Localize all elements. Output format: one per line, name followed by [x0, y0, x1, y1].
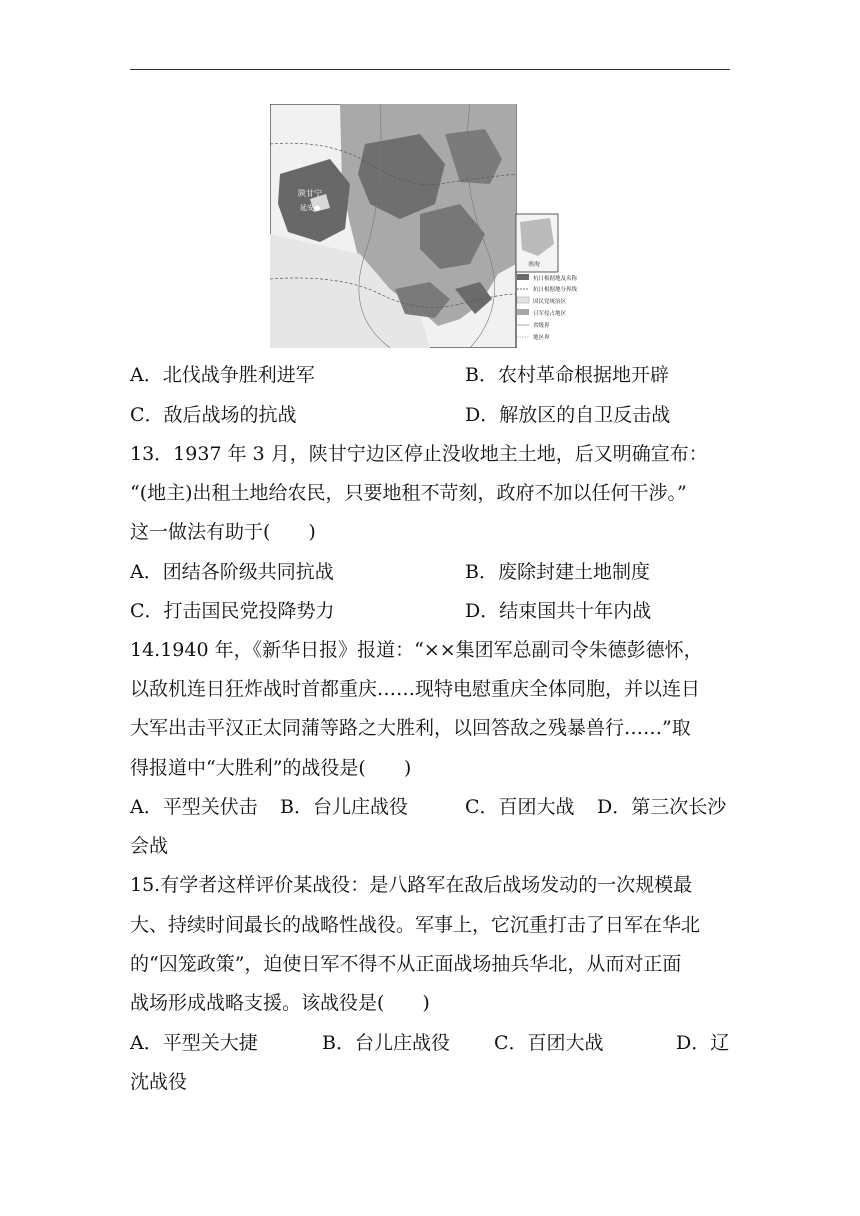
q14-option-c: C．百团大战 [465, 796, 575, 818]
q15-stem-line-3: 的“囚笼政策”，迫使日军不得不从正面战场抽兵华北，从而对正面 [130, 953, 682, 975]
q15-option-a: A．平型关大捷 [130, 1032, 258, 1054]
q13-stem-line-3: 这一做法有助于( ) [130, 521, 316, 543]
q13-option-b: B．废除封建土地制度 [465, 561, 650, 583]
q15-stem-line-2: 大、持续时间最长的战略性战役。军事上，它沉重打击了日军在华北 [130, 914, 701, 936]
q14-stem-line-3: 大军出击平汉正太同蒲等路之大胜利，以回答敌之残暴兽行……”取 [130, 717, 691, 739]
anti-japanese-base-map [270, 104, 590, 348]
q13-stem-line-2: “(地主)出租土地给农民，只要地租不苛刻，政府不加以任何干涉。” [130, 482, 687, 504]
legend-item: 地区界 [533, 335, 550, 341]
q14-option-b: B．台儿庄战役 [280, 796, 408, 818]
q15-option-d: D．辽 [676, 1032, 730, 1054]
q14-stem-line-1: 14.1940 年，《新华日报》报道：“××集团军总副司令朱德彭德怀， [130, 639, 703, 661]
q15-option-d-continued: 沈战役 [130, 1071, 188, 1093]
legend-item: 省级界 [533, 323, 550, 329]
q14-option-a: A．平型关伏击 [130, 796, 258, 818]
q14-option-d: D．第三次长沙 [597, 796, 727, 818]
q15-stem-line-1: 15.有学者这样评价某战役：是八路军在敌后战场发动的一次规模最 [130, 874, 693, 896]
q14-option-d-continued: 会战 [130, 835, 169, 857]
map-legend [517, 274, 578, 341]
legend-item: 抗日根据地分界线 [533, 287, 578, 293]
q13-option-d: D．结束国共十年内战 [465, 600, 652, 622]
q13-option-a: A．团结各阶级共同抗战 [130, 561, 334, 583]
header-rule [130, 69, 730, 70]
q12-option-d: D．解放区的自卫反击战 [465, 404, 671, 426]
q13-stem-line-1: 13．1937 年 3 月，陕甘宁边区停止没收地主土地，后又明确宣布： [130, 443, 708, 465]
legend-item: 国民党统治区 [533, 299, 567, 305]
q15-option-c: C．百团大战 [494, 1032, 604, 1054]
q13-option-c: C．打击国民党投降势力 [130, 600, 335, 622]
q14-stem-line-4: 得报道中“大胜利”的战役是( ) [130, 757, 412, 779]
q12-option-b: B．农村革命根据地开辟 [465, 364, 669, 386]
map-label-yanan: 延安● [300, 204, 321, 212]
q15-option-b: B．台儿庄战役 [322, 1032, 450, 1054]
legend-item: 抗日根据地及名称 [533, 276, 578, 282]
legend-item: 日军侵占地区 [533, 311, 567, 317]
q12-option-a: A．北伐战争胜利进军 [130, 364, 315, 386]
q14-stem-line-2: 以敌机连日狂炸战时首都重庆……现特电慰重庆全体同胞，并以连日 [130, 678, 701, 700]
map-inset-label: 南海 [528, 261, 541, 268]
map-label-shaanganning: 陕甘宁 [298, 189, 322, 198]
q12-option-c: C．敌后战场的抗战 [130, 404, 297, 426]
q15-stem-line-4: 战场形成战略支援。该战役是( ) [130, 992, 430, 1014]
